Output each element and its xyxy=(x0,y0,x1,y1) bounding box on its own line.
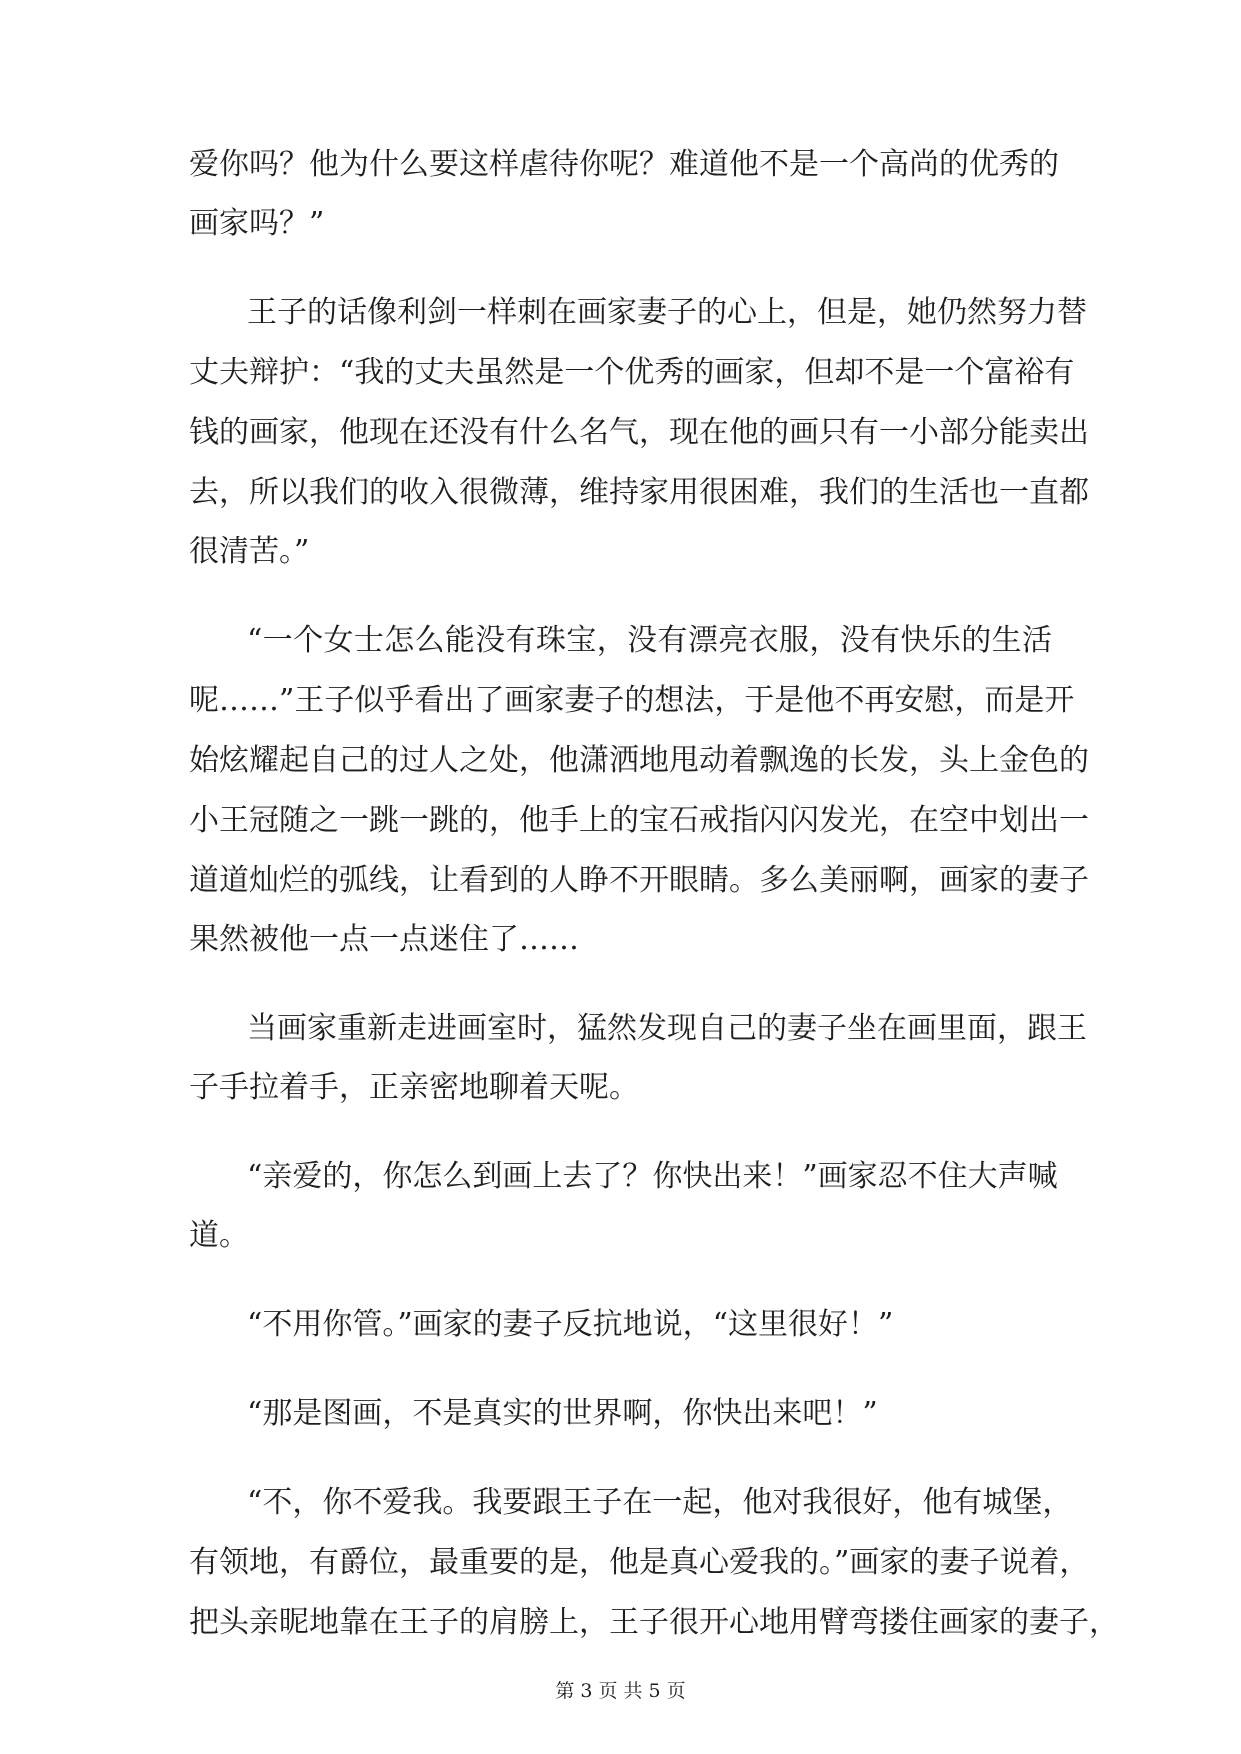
text-line: 道。 xyxy=(189,1218,249,1253)
text-line: “不用你管。”画家的妻子反抗地说，“这里很好！” xyxy=(247,1307,894,1342)
text-line: 很清苦。” xyxy=(189,534,310,569)
text-line: 道道灿烂的弧线，让看到的人睁不开眼睛。多么美丽啊，画家的妻子 xyxy=(189,863,1089,898)
text-line: 爱你吗？他为什么要这样虐待你呢？难道他不是一个高尚的优秀的 xyxy=(189,147,1059,182)
text-line: 子手拉着手，正亲密地聊着天呢。 xyxy=(189,1070,639,1105)
text-line: 当画家重新走进画室时，猛然发现自己的妻子坐在画里面，跟王 xyxy=(247,1011,1087,1046)
text-line: 始炫耀起自己的过人之处，他潇洒地甩动着飘逸的长发，头上金色的 xyxy=(189,743,1089,778)
text-line: 丈夫辩护：“我的丈夫虽然是一个优秀的画家，但却不是一个富裕有 xyxy=(189,355,1075,390)
text-line: 钱的画家，他现在还没有什么名气，现在他的画只有一小部分能卖出 xyxy=(189,415,1089,450)
text-line: 把头亲昵地靠在王子的肩膀上，王子很开心地用臂弯搂住画家的妻子， xyxy=(189,1605,1119,1640)
page-number-footer: 第 3 页 共 5 页 xyxy=(555,1680,686,1702)
text-line: 果然被他一点一点迷住了…… xyxy=(189,922,579,957)
text-line: 去，所以我们的收入很微薄，维持家用很困难，我们的生活也一直都 xyxy=(189,475,1089,510)
text-line: 小王冠随之一跳一跳的，他手上的宝石戒指闪闪发光，在空中划出一 xyxy=(189,803,1089,838)
text-line: “亲爱的，你怎么到画上去了？你快出来！”画家忍不住大声喊 xyxy=(247,1159,1058,1194)
text-line: “那是图画，不是真实的世界啊，你快出来吧！” xyxy=(247,1396,878,1431)
text-line: 王子的话像利剑一样刺在画家妻子的心上，但是，她仍然努力替 xyxy=(247,295,1087,330)
text-line: “不，你不爱我。我要跟王子在一起，他对我很好，他有城堡， xyxy=(247,1485,1073,1520)
text-line: 呢……”王子似乎看出了画家妻子的想法，于是他不再安慰，而是开 xyxy=(189,683,1075,718)
text-line: 画家吗？” xyxy=(189,206,325,241)
text-line: 有领地，有爵位，最重要的是，他是真心爱我的。”画家的妻子说着， xyxy=(189,1545,1090,1580)
text-line: “一个女士怎么能没有珠宝，没有漂亮衣服，没有快乐的生活 xyxy=(247,623,1052,658)
